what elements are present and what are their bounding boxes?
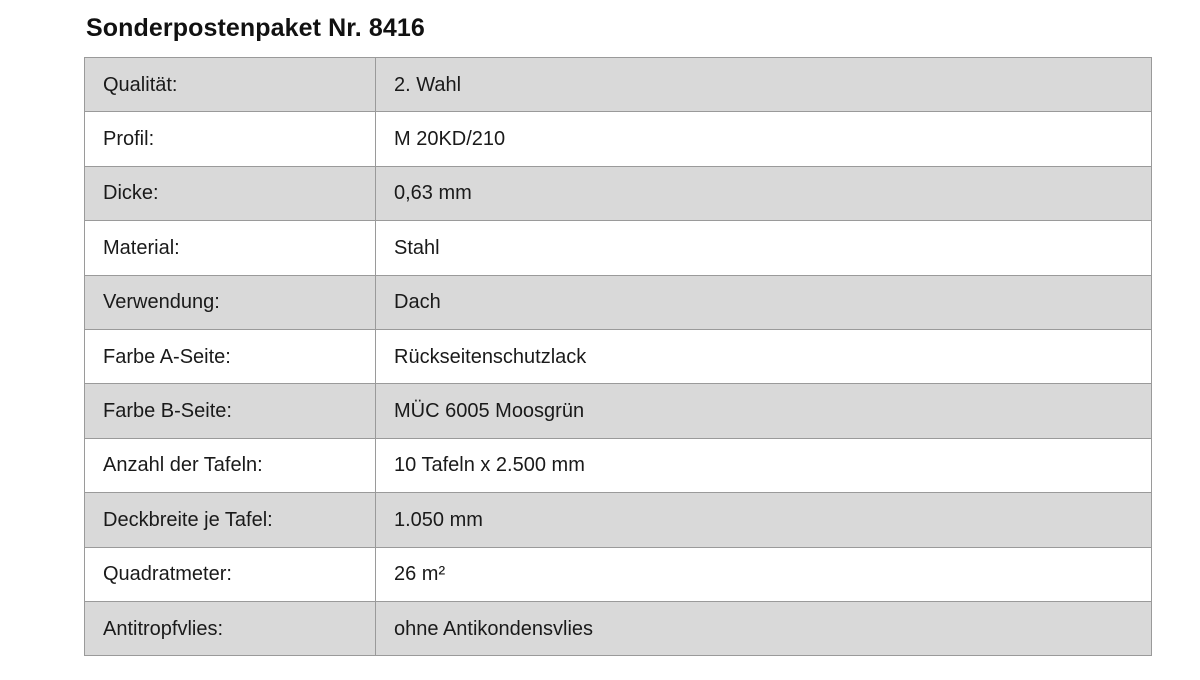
specification-table: [84, 57, 1152, 656]
spec-label: Qualität:: [85, 58, 376, 112]
table-row: [85, 166, 1152, 220]
spec-label: Farbe B-Seite:: [85, 384, 376, 438]
table-row: [85, 601, 1152, 655]
spec-value: 10 Tafeln x 2.500 mm: [376, 438, 1152, 492]
spec-value: Stahl: [376, 221, 1152, 275]
spec-value: ohne Antikondensvlies: [376, 601, 1152, 655]
spec-value: 1.050 mm: [376, 493, 1152, 547]
table-row: [85, 275, 1152, 329]
spec-value: Dach: [376, 275, 1152, 329]
spec-label: Deckbreite je Tafel:: [85, 493, 376, 547]
table-row: [85, 547, 1152, 601]
spec-value: M 20KD/210: [376, 112, 1152, 166]
spec-label: Antitropfvlies:: [85, 601, 376, 655]
page-title: Sonderpostenpaket Nr. 8416: [86, 14, 425, 42]
specification-table-body: [85, 58, 1152, 656]
table-row: [85, 221, 1152, 275]
table-row: [85, 112, 1152, 166]
spec-value: 0,63 mm: [376, 166, 1152, 220]
table-row: [85, 493, 1152, 547]
spec-label: Profil:: [85, 112, 376, 166]
spec-label: Quadratmeter:: [85, 547, 376, 601]
table-row: [85, 58, 1152, 112]
spec-value: 26 m²: [376, 547, 1152, 601]
table-row: [85, 384, 1152, 438]
table-row: [85, 329, 1152, 383]
spec-label: Farbe A-Seite:: [85, 329, 376, 383]
spec-label: Material:: [85, 221, 376, 275]
spec-value: MÜC 6005 Moosgrün: [376, 384, 1152, 438]
spec-value: Rückseitenschutzlack: [376, 329, 1152, 383]
table-row: [85, 438, 1152, 492]
spec-label: Verwendung:: [85, 275, 376, 329]
spec-value: 2. Wahl: [376, 58, 1152, 112]
spec-label: Dicke:: [85, 166, 376, 220]
spec-label: Anzahl der Tafeln:: [85, 438, 376, 492]
